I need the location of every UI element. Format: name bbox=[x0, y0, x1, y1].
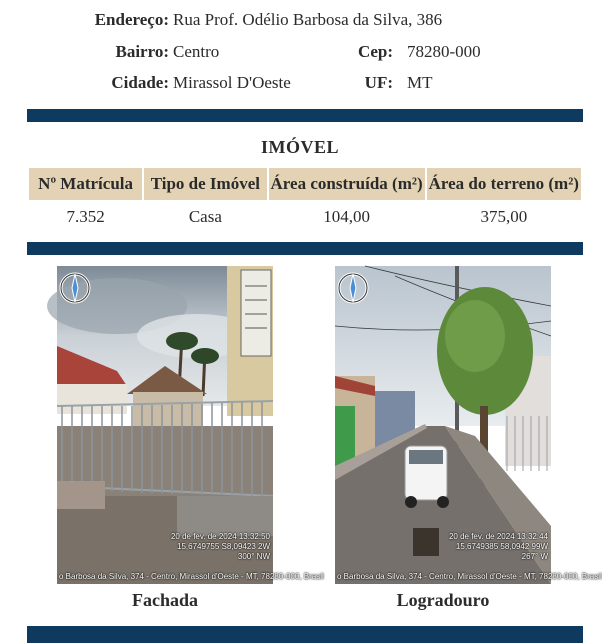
cell-area-construida: 104,00 bbox=[323, 207, 370, 226]
bairro-value: Centro bbox=[173, 42, 220, 61]
photo-logradouro bbox=[335, 266, 602, 584]
divider-bar bbox=[27, 626, 583, 643]
photo-timestamp: 20 de fev. de 2024 13:32:50 15,6749755 S8,09423 2W 300° NW bbox=[170, 532, 270, 561]
unit-m2: (m²) bbox=[548, 174, 579, 193]
cell-matricula: 7.352 bbox=[66, 207, 105, 226]
unit-m2: (m²) bbox=[392, 174, 423, 193]
table-header-row bbox=[29, 168, 581, 200]
imovel-title: IMÓVEL bbox=[260, 137, 339, 157]
uf-label: UF: bbox=[364, 73, 393, 92]
photo-address: o Barbosa da Silva, 374 - Centro, Mirassol d'Oeste - MT, 78280-000, Brasil bbox=[59, 572, 324, 581]
table-row bbox=[29, 200, 581, 234]
photo-address: o Barbosa da Silva, 374 - Centro, Mirassol d'Oeste - MT, 78280-000, Brasil bbox=[337, 572, 602, 581]
photo-timestamp: 20 de fev. de 2024 13:32:44 15,6749385 58,0942 99W 267° W bbox=[448, 532, 548, 561]
header-area-terreno: Área do terreno (m²) bbox=[427, 168, 581, 200]
header-matricula: Nº Matrícula bbox=[29, 168, 142, 200]
divider-bar bbox=[27, 242, 583, 255]
imovel-table bbox=[27, 168, 583, 234]
cep-value: 78280-000 bbox=[407, 42, 481, 61]
photo-fachada bbox=[57, 266, 324, 584]
cidade-label: Cidade: bbox=[111, 73, 169, 92]
header-tipo: Tipo de Imóvel bbox=[144, 168, 266, 200]
cep-label: Cep: bbox=[358, 42, 393, 61]
endereco-value: Rua Prof. Odélio Barbosa da Silva, 386 bbox=[173, 10, 443, 29]
cidade-value: Mirassol D'Oeste bbox=[173, 73, 291, 92]
divider-bar bbox=[27, 109, 583, 122]
header-area-construida: Área construída (m²) bbox=[269, 168, 425, 200]
bairro-label: Bairro: bbox=[115, 42, 169, 61]
uf-value: MT bbox=[407, 73, 433, 92]
compass-icon bbox=[337, 270, 369, 310]
cell-tipo: Casa bbox=[188, 207, 222, 226]
caption-fachada: Fachada bbox=[131, 590, 198, 610]
compass-icon bbox=[59, 270, 91, 310]
address-block bbox=[0, 0, 600, 100]
cell-area-terreno: 375,00 bbox=[480, 207, 528, 226]
caption-logradouro: Logradouro bbox=[396, 590, 490, 610]
endereco-label: Endereço: bbox=[94, 10, 169, 29]
